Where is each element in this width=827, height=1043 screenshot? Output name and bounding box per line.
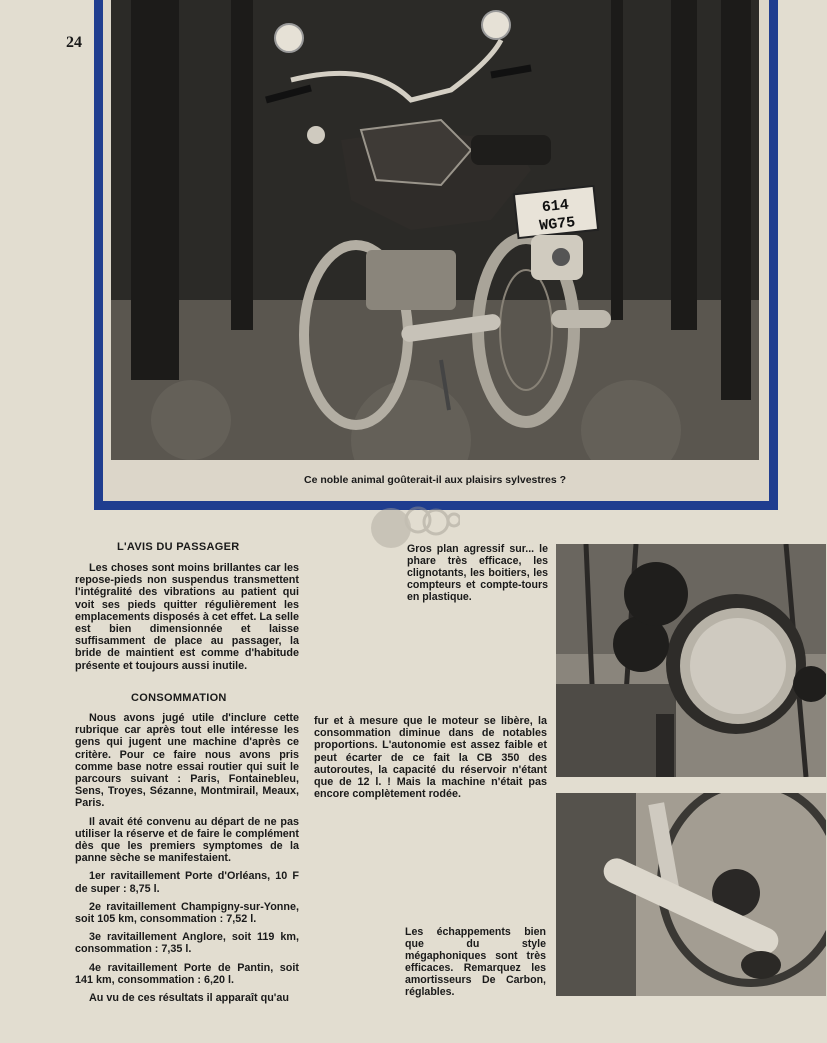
consommation-paragraph: Il avait été convenu au départ de ne pas utiliser la réserve et de faire le complément dès que les premiers symptomes de la panne sèche se manifestaient.: [75, 815, 299, 865]
continuation-text: fur et à mesure que le moteur se libère, la consommation diminue dans de notables proportions. L'autonomie est assez faible et peut écarter de ce fait la CB 350 des autoroutes, la capacité du réservoir n'étant que de 12 l. ! Mais la machine n'était pas encore complètement rodée.: [314, 715, 547, 801]
page-number: 24: [66, 34, 82, 51]
exhaust-photo: [556, 793, 826, 996]
continuation-column: [314, 715, 547, 806]
consommation-column: [75, 712, 299, 1010]
consommation-heading: CONSOMMATION: [131, 692, 227, 704]
license-plate-line2: WG75: [538, 214, 577, 235]
passager-heading: L'AVIS DU PASSAGER: [117, 541, 240, 553]
refuel-entry: 2e ravitaillement Champigny-sur-Yonne, soit 105 km, consommation : 7,52 l.: [75, 900, 299, 926]
refuel-entry: 3e ravitaillement Anglore, soit 119 km, consommation : 7,35 l.: [75, 931, 299, 956]
consommation-paragraph: Nous avons jugé utile d'inclure cette rubrique car après tout elle intéresse les gens qui jugent une machine d'après ce critère. Pour ce faire nous avons pris comme base notre essai routier qui suit le parcours suivant : Paris, Fontainebleu, Sens, Troyes, Sézanne, Montmirail, Meaux, Paris.: [75, 712, 299, 810]
license-plate-line1: 614: [541, 196, 570, 217]
caption-exhaust: Les échappements bien que du style mégaphoniques sont très efficaces. Remarquez les amortisseurs De Carbon, réglables.: [405, 926, 546, 998]
refuel-entry: 4e ravitaillement Porte de Pantin, soit 141 km, consommation : 6,20 l.: [75, 961, 299, 986]
headlight-photo: [556, 544, 826, 777]
passager-column: [75, 562, 299, 678]
photo-caption: Ce noble animal goûterait-il aux plaisirs sylvestres ?: [303, 474, 566, 486]
passager-text: Les choses sont moins brillantes car les repose-pieds non suspendus transmettent l'intégralité des vibrations au patient qui voit ses pieds quitter régulièrement les emplacements disposés à cet effet. La selle est bien dimensionnée et laisse suffisamment de place au passager, la bride de maintient est comme d'habitude présente et toujours aussi inutile.: [75, 562, 299, 672]
consommation-paragraph: Au vu de ces résultats il apparaît qu'au: [89, 992, 289, 1005]
caption-headlight: Gros plan agressif sur... le phare très efficace, les clignotants, les boitiers, les compteurs et compte-tours en plastique.: [407, 543, 548, 603]
refuel-entry: 1er ravitaillement Porte d'Orléans, 10 F de super : 8,75 l.: [75, 870, 299, 895]
motorcycle-forest-photo: [111, 0, 759, 460]
